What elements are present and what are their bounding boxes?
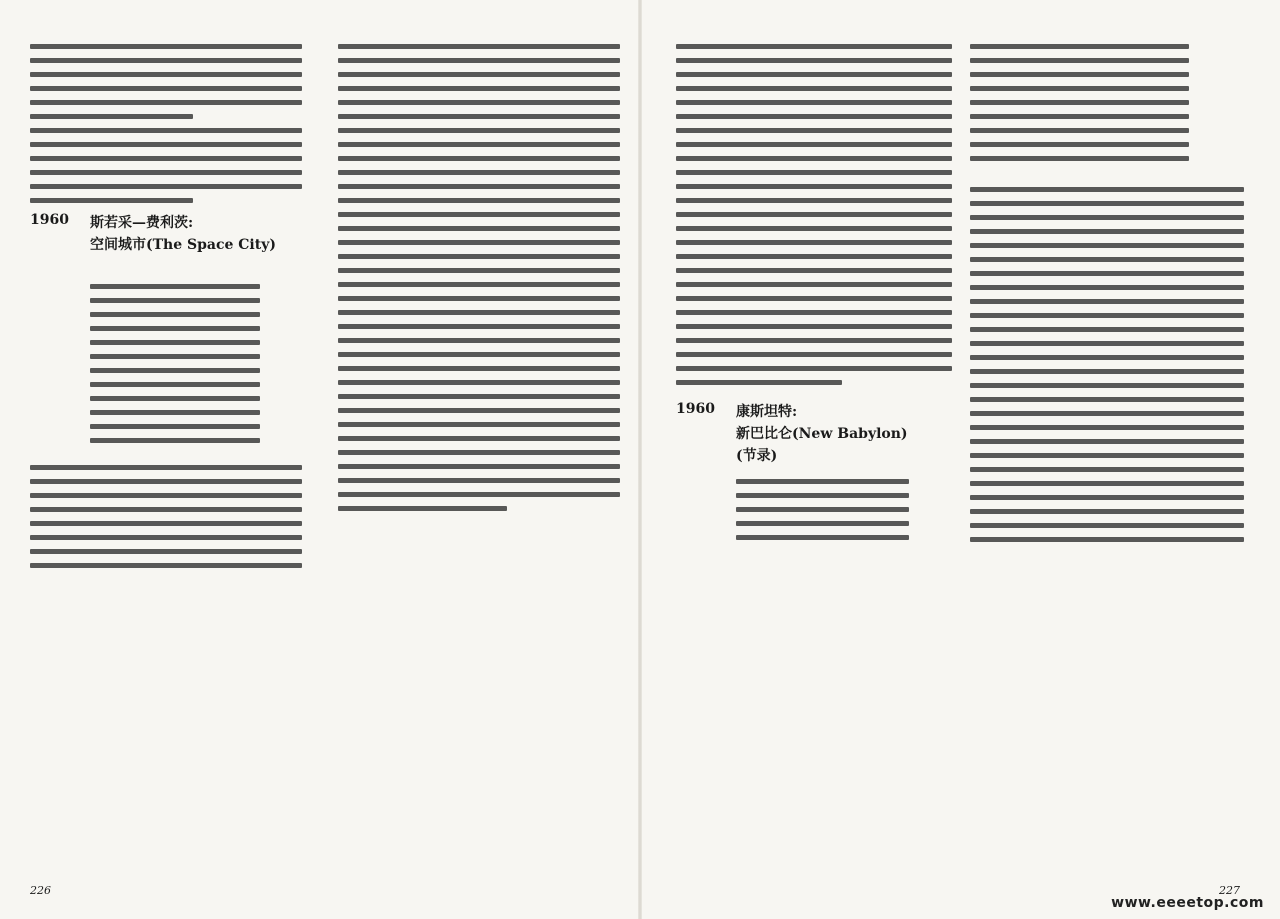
note-block (676, 479, 952, 540)
page-number: 227 (1219, 884, 1240, 897)
entry-title-sub: 新巴比仑(New Babylon) (736, 426, 908, 442)
text-block (30, 44, 302, 203)
right-column-1 (676, 36, 952, 549)
right-page (640, 0, 1280, 919)
entry-title (736, 401, 908, 467)
entry-title-sub: 空间城市(The Space City) (90, 237, 276, 253)
text-block (676, 44, 952, 385)
left-column-2 (338, 36, 620, 520)
text-block (970, 187, 1244, 542)
text-block (338, 44, 620, 511)
left-column-1 (30, 36, 302, 577)
watermark: www.eeeetop.com (1111, 895, 1264, 911)
note-block (30, 284, 302, 443)
entry-heading (676, 401, 952, 465)
page-number: 226 (30, 884, 51, 897)
text-block (30, 465, 302, 568)
entry-title-sub2: (节录) (736, 448, 778, 464)
note-block (970, 44, 1244, 161)
right-column-2 (970, 36, 1244, 551)
entry-year: 1960 (676, 401, 715, 417)
entry-heading (30, 212, 302, 270)
entry-title-main: 康斯坦特: (736, 404, 798, 420)
entry-title-main: 斯若采—费利茨: (90, 215, 194, 231)
entry-title (90, 212, 276, 256)
entry-year: 1960 (30, 212, 69, 228)
